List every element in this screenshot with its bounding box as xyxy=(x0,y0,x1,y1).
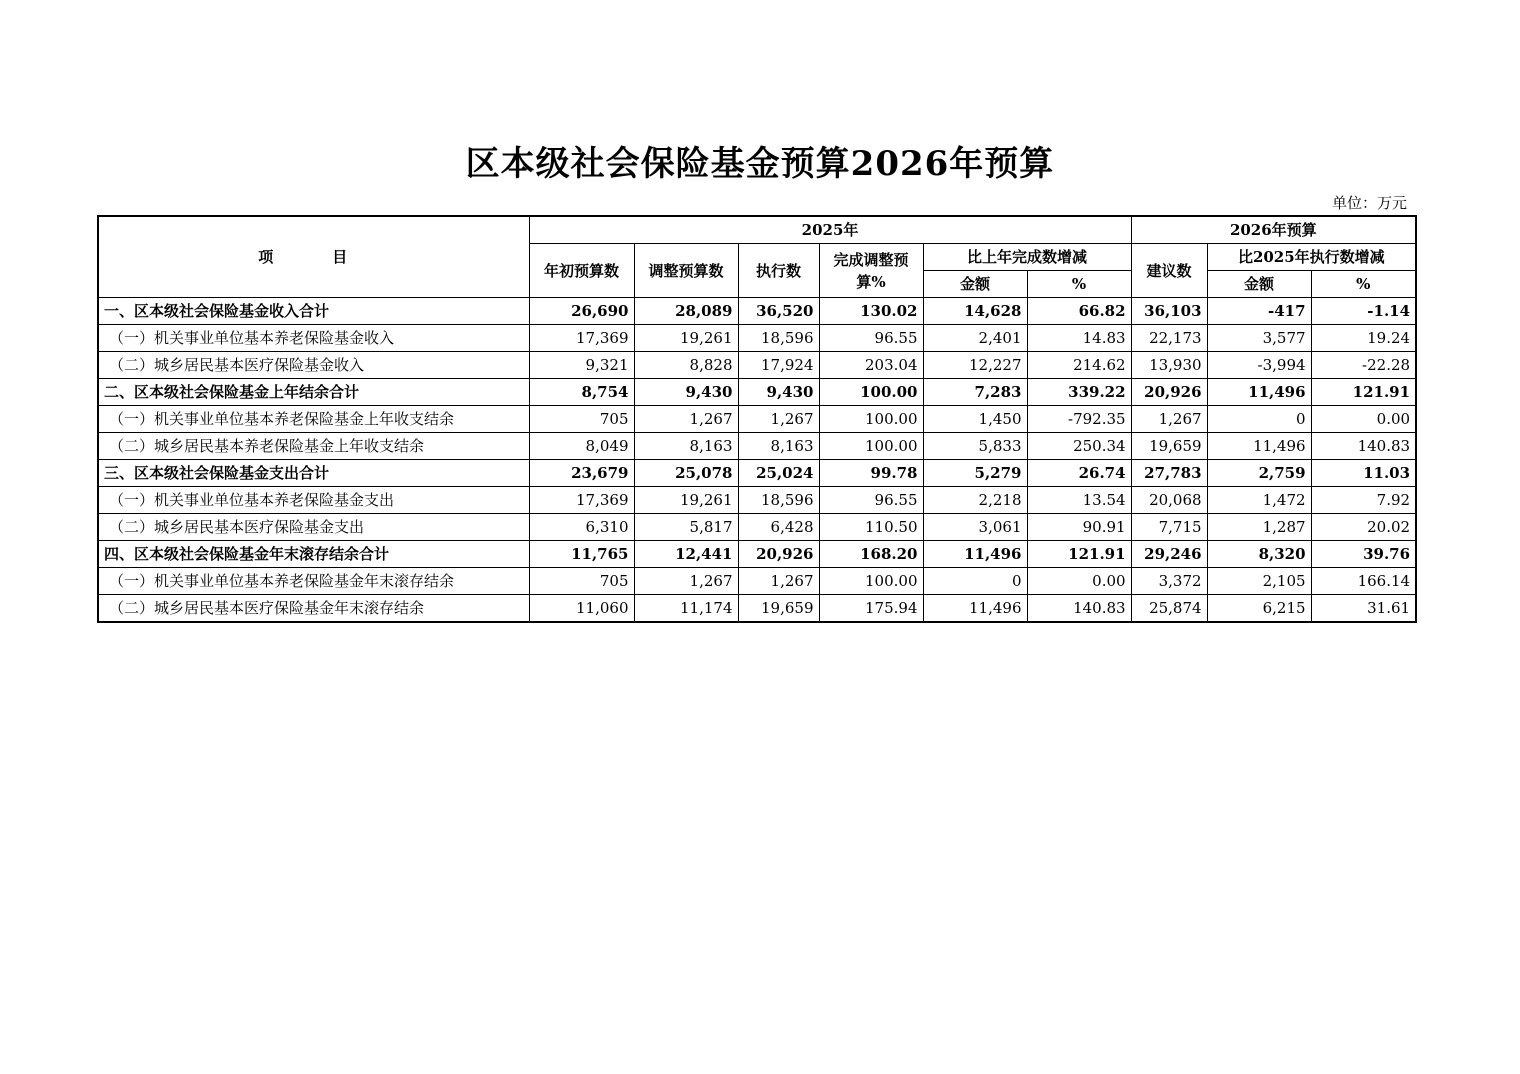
table-body xyxy=(98,298,1416,623)
cell-chg-pct: 7.92 xyxy=(1311,487,1416,514)
cell-chg-amount: 3,577 xyxy=(1207,325,1311,352)
table-row xyxy=(98,352,1416,379)
cell-adjusted: 12,441 xyxy=(634,541,738,568)
row-label: （一）机关事业单位基本养老保险基金年末滚存结余 xyxy=(98,568,529,595)
cell-diff-amount: 14,628 xyxy=(923,298,1027,325)
table-row xyxy=(98,406,1416,433)
row-label: 二、区本级社会保险基金上年结余合计 xyxy=(98,379,529,406)
completion-pct-header: 完成调整预算% xyxy=(819,244,923,298)
cell-executed: 20,926 xyxy=(738,541,819,568)
year-2025-header: 2025年 xyxy=(529,216,1131,244)
cell-diff-amount: 12,227 xyxy=(923,352,1027,379)
cell-diff-pct: 250.34 xyxy=(1027,433,1131,460)
row-label: （二）城乡居民基本养老保险基金上年收支结余 xyxy=(98,433,529,460)
cell-completion: 100.00 xyxy=(819,568,923,595)
cell-initial: 11,765 xyxy=(529,541,634,568)
cell-completion: 130.02 xyxy=(819,298,923,325)
cell-executed: 17,924 xyxy=(738,352,819,379)
cell-chg-pct: 0.00 xyxy=(1311,406,1416,433)
cell-adjusted: 19,261 xyxy=(634,325,738,352)
cell-executed: 25,024 xyxy=(738,460,819,487)
cell-executed: 9,430 xyxy=(738,379,819,406)
table-row xyxy=(98,325,1416,352)
cell-diff-pct: 14.83 xyxy=(1027,325,1131,352)
cell-completion: 96.55 xyxy=(819,325,923,352)
cell-diff-pct: -792.35 xyxy=(1027,406,1131,433)
cell-chg-amount: 1,472 xyxy=(1207,487,1311,514)
cell-initial: 17,369 xyxy=(529,487,634,514)
page-title: 区本级社会保险基金预算2026年预算 xyxy=(465,144,1055,184)
cell-initial: 26,690 xyxy=(529,298,634,325)
table-row xyxy=(98,487,1416,514)
proposed-header: 建议数 xyxy=(1131,244,1207,298)
cell-chg-amount: 8,320 xyxy=(1207,541,1311,568)
cell-chg-pct: 19.24 xyxy=(1311,325,1416,352)
row-label: （一）机关事业单位基本养老保险基金上年收支结余 xyxy=(98,406,529,433)
cell-executed: 18,596 xyxy=(738,487,819,514)
item-header: 项 目 xyxy=(98,216,529,298)
budget-table xyxy=(97,215,1417,623)
cell-diff-pct: 0.00 xyxy=(1027,568,1131,595)
cell-initial: 9,321 xyxy=(529,352,634,379)
cell-completion: 175.94 xyxy=(819,595,923,623)
cell-initial: 8,049 xyxy=(529,433,634,460)
vs-2025-header: 比2025年执行数增减 xyxy=(1207,244,1416,271)
cell-adjusted: 5,817 xyxy=(634,514,738,541)
cell-adjusted: 8,163 xyxy=(634,433,738,460)
cell-chg-amount: 1,287 xyxy=(1207,514,1311,541)
cell-proposed: 25,874 xyxy=(1131,595,1207,623)
cell-completion: 100.00 xyxy=(819,433,923,460)
cell-initial: 8,754 xyxy=(529,379,634,406)
cell-initial: 23,679 xyxy=(529,460,634,487)
cell-initial: 11,060 xyxy=(529,595,634,623)
cell-completion: 96.55 xyxy=(819,487,923,514)
cell-executed: 19,659 xyxy=(738,595,819,623)
cell-completion: 168.20 xyxy=(819,541,923,568)
adjusted-budget-header: 调整预算数 xyxy=(634,244,738,298)
cell-executed: 18,596 xyxy=(738,325,819,352)
cell-diff-amount: 3,061 xyxy=(923,514,1027,541)
cell-chg-pct: 166.14 xyxy=(1311,568,1416,595)
cell-diff-amount: 2,401 xyxy=(923,325,1027,352)
header-row-1 xyxy=(98,216,1416,244)
cell-adjusted: 11,174 xyxy=(634,595,738,623)
row-label: （一）机关事业单位基本养老保险基金支出 xyxy=(98,487,529,514)
cell-proposed: 29,246 xyxy=(1131,541,1207,568)
cell-completion: 99.78 xyxy=(819,460,923,487)
cell-diff-amount: 2,218 xyxy=(923,487,1027,514)
row-label: 四、区本级社会保险基金年末滚存结余合计 xyxy=(98,541,529,568)
cell-completion: 203.04 xyxy=(819,352,923,379)
cell-proposed: 1,267 xyxy=(1131,406,1207,433)
cell-chg-amount: 11,496 xyxy=(1207,379,1311,406)
cell-proposed: 13,930 xyxy=(1131,352,1207,379)
table-row xyxy=(98,514,1416,541)
row-label: （二）城乡居民基本医疗保险基金收入 xyxy=(98,352,529,379)
cell-diff-pct: 66.82 xyxy=(1027,298,1131,325)
cell-chg-pct: 20.02 xyxy=(1311,514,1416,541)
cell-proposed: 22,173 xyxy=(1131,325,1207,352)
cell-diff-amount: 5,833 xyxy=(923,433,1027,460)
cell-diff-pct: 214.62 xyxy=(1027,352,1131,379)
row-label: （一）机关事业单位基本养老保险基金收入 xyxy=(98,325,529,352)
cell-chg-amount: 6,215 xyxy=(1207,595,1311,623)
cell-executed: 1,267 xyxy=(738,406,819,433)
cell-diff-pct: 339.22 xyxy=(1027,379,1131,406)
cell-initial: 6,310 xyxy=(529,514,634,541)
cell-diff-pct: 90.91 xyxy=(1027,514,1131,541)
cell-diff-amount: 1,450 xyxy=(923,406,1027,433)
cell-chg-pct: 140.83 xyxy=(1311,433,1416,460)
cell-chg-amount: 11,496 xyxy=(1207,433,1311,460)
cell-initial: 705 xyxy=(529,568,634,595)
cell-diff-pct: 140.83 xyxy=(1027,595,1131,623)
cell-chg-amount: -3,994 xyxy=(1207,352,1311,379)
cell-chg-amount: 0 xyxy=(1207,406,1311,433)
cell-proposed: 7,715 xyxy=(1131,514,1207,541)
unit-label: 单位：万元 xyxy=(1331,194,1407,212)
cell-chg-pct: 11.03 xyxy=(1311,460,1416,487)
cell-adjusted: 25,078 xyxy=(634,460,738,487)
cell-proposed: 20,068 xyxy=(1131,487,1207,514)
executed-header: 执行数 xyxy=(738,244,819,298)
cell-executed: 36,520 xyxy=(738,298,819,325)
cell-diff-pct: 26.74 xyxy=(1027,460,1131,487)
cell-diff-pct: 121.91 xyxy=(1027,541,1131,568)
cell-adjusted: 19,261 xyxy=(634,487,738,514)
vs-last-year-header: 比上年完成数增减 xyxy=(923,244,1131,271)
table-row xyxy=(98,433,1416,460)
chg-amount-header: 金额 xyxy=(1207,271,1311,298)
cell-diff-amount: 0 xyxy=(923,568,1027,595)
cell-proposed: 19,659 xyxy=(1131,433,1207,460)
cell-executed: 8,163 xyxy=(738,433,819,460)
cell-chg-amount: 2,105 xyxy=(1207,568,1311,595)
cell-initial: 17,369 xyxy=(529,325,634,352)
budget-2026-header: 2026年预算 xyxy=(1131,216,1416,244)
cell-completion: 110.50 xyxy=(819,514,923,541)
cell-diff-amount: 7,283 xyxy=(923,379,1027,406)
cell-initial: 705 xyxy=(529,406,634,433)
chg-pct-header: % xyxy=(1311,271,1416,298)
cell-proposed: 27,783 xyxy=(1131,460,1207,487)
cell-chg-pct: 31.61 xyxy=(1311,595,1416,623)
cell-adjusted: 1,267 xyxy=(634,406,738,433)
cell-diff-amount: 11,496 xyxy=(923,595,1027,623)
row-label: 一、区本级社会保险基金收入合计 xyxy=(98,298,529,325)
cell-diff-amount: 5,279 xyxy=(923,460,1027,487)
row-label: 三、区本级社会保险基金支出合计 xyxy=(98,460,529,487)
diff-amount-header: 金额 xyxy=(923,271,1027,298)
table-row xyxy=(98,460,1416,487)
cell-completion: 100.00 xyxy=(819,379,923,406)
table-row xyxy=(98,541,1416,568)
cell-chg-amount: 2,759 xyxy=(1207,460,1311,487)
cell-executed: 6,428 xyxy=(738,514,819,541)
row-label: （二）城乡居民基本医疗保险基金年末滚存结余 xyxy=(98,595,529,623)
cell-diff-pct: 13.54 xyxy=(1027,487,1131,514)
table-row xyxy=(98,379,1416,406)
table-row xyxy=(98,595,1416,623)
row-label: （二）城乡居民基本医疗保险基金支出 xyxy=(98,514,529,541)
cell-adjusted: 1,267 xyxy=(634,568,738,595)
cell-executed: 1,267 xyxy=(738,568,819,595)
cell-proposed: 3,372 xyxy=(1131,568,1207,595)
cell-chg-pct: -1.14 xyxy=(1311,298,1416,325)
cell-proposed: 20,926 xyxy=(1131,379,1207,406)
cell-adjusted: 9,430 xyxy=(634,379,738,406)
initial-budget-header: 年初预算数 xyxy=(529,244,634,298)
cell-adjusted: 8,828 xyxy=(634,352,738,379)
cell-chg-pct: 121.91 xyxy=(1311,379,1416,406)
cell-completion: 100.00 xyxy=(819,406,923,433)
cell-proposed: 36,103 xyxy=(1131,298,1207,325)
cell-chg-amount: -417 xyxy=(1207,298,1311,325)
table-row xyxy=(98,298,1416,325)
table-row xyxy=(98,568,1416,595)
diff-pct-header: % xyxy=(1027,271,1131,298)
cell-chg-pct: -22.28 xyxy=(1311,352,1416,379)
cell-diff-amount: 11,496 xyxy=(923,541,1027,568)
cell-chg-pct: 39.76 xyxy=(1311,541,1416,568)
cell-adjusted: 28,089 xyxy=(634,298,738,325)
